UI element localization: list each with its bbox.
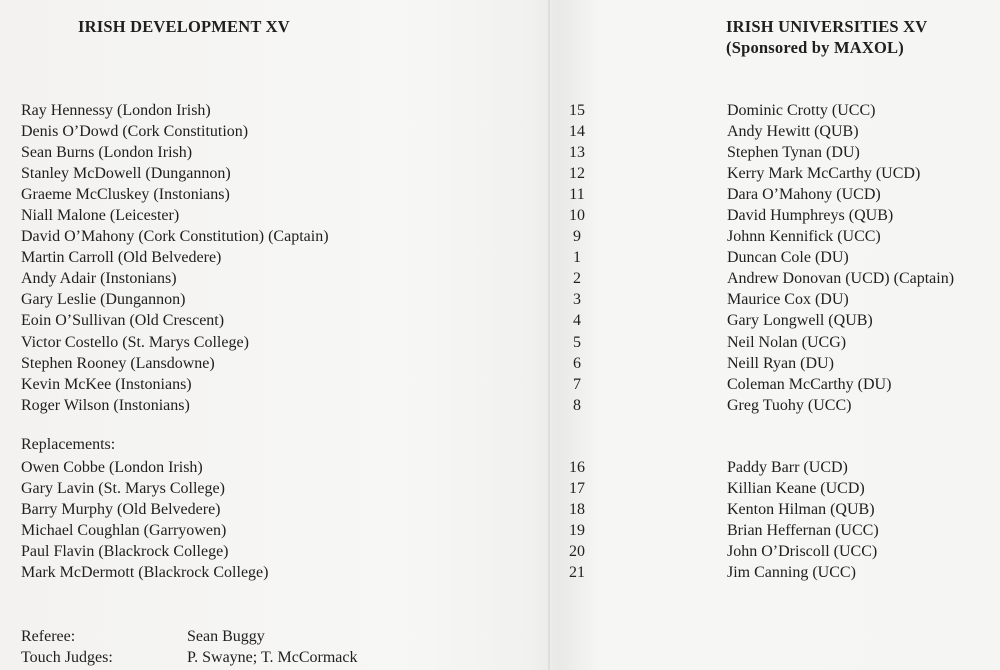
jersey-number: 13 <box>569 144 585 162</box>
right-team-title: IRISH UNIVERSITIES XV <box>726 17 928 36</box>
left-replacements-list <box>21 457 268 583</box>
left-player: David O’Mahony (Cork Constitution) (Captain) <box>21 228 329 246</box>
right-player: Dara O’Mahony (UCD) <box>727 186 881 204</box>
left-team-title: IRISH DEVELOPMENT XV <box>78 17 290 36</box>
right-starters-list <box>727 100 954 416</box>
left-player: Niall Malone (Leicester) <box>21 207 180 225</box>
jersey-number: 18 <box>569 501 585 519</box>
right-player: Coleman McCarthy (DU) <box>727 375 892 393</box>
jersey-number: 12 <box>569 165 585 183</box>
jersey-number: 2 <box>573 270 581 288</box>
left-starters-list <box>21 100 329 416</box>
jersey-number: 6 <box>573 354 581 372</box>
jersey-number: 10 <box>569 207 585 225</box>
left-player: Denis O’Dowd (Cork Constitution) <box>21 123 249 141</box>
right-player: Andy Hewitt (QUB) <box>727 123 859 141</box>
left-player: Roger Wilson (Instonians) <box>21 396 190 414</box>
jersey-number: 14 <box>569 123 585 141</box>
jersey-number: 1 <box>573 249 581 267</box>
right-replacement: Kenton Hilman (QUB) <box>727 501 875 519</box>
referee-label: Referee: <box>21 628 76 645</box>
replacements-label: Replacements: <box>21 436 116 453</box>
jersey-number: 7 <box>573 375 581 393</box>
right-player: Duncan Cole (DU) <box>727 249 849 267</box>
jersey-number: 9 <box>573 228 581 246</box>
right-player: Kerry Mark McCarthy (UCD) <box>727 165 921 183</box>
page-fold <box>548 0 550 670</box>
left-player: Graeme McCluskey (Instonians) <box>21 186 230 204</box>
right-replacement: John O’Driscoll (UCC) <box>727 543 878 561</box>
starter-numbers <box>563 100 591 416</box>
left-player: Andy Adair (Instonians) <box>21 270 177 288</box>
right-player: Neill Ryan (DU) <box>727 354 834 372</box>
left-replacement: Michael Coughlan (Garryowen) <box>21 522 227 540</box>
jersey-number: 16 <box>569 459 585 476</box>
right-player: Gary Longwell (QUB) <box>727 312 873 330</box>
jersey-number: 20 <box>569 543 585 561</box>
left-player: Martin Carroll (Old Belvedere) <box>21 249 222 267</box>
jersey-number: 21 <box>569 564 585 582</box>
right-replacement: Jim Canning (UCC) <box>727 564 856 582</box>
left-replacement: Mark McDermott (Blackrock College) <box>21 564 269 582</box>
left-player: Kevin McKee (Instonians) <box>21 375 192 393</box>
right-replacement: Killian Keane (UCD) <box>727 480 865 498</box>
right-player: David Humphreys (QUB) <box>727 207 894 225</box>
jersey-number: 17 <box>569 480 585 498</box>
left-player: Stephen Rooney (Lansdowne) <box>21 354 215 372</box>
right-player: Greg Tuohy (UCC) <box>727 396 852 414</box>
left-player: Eoin O’Sullivan (Old Crescent) <box>21 312 225 330</box>
left-replacement: Paul Flavin (Blackrock College) <box>21 543 229 561</box>
right-player: Johnn Kennifick (UCC) <box>727 228 881 246</box>
touch-judges-names: P. Swayne; T. McCormack <box>187 649 358 666</box>
jersey-number: 11 <box>569 186 585 204</box>
left-player: Victor Costello (St. Marys College) <box>21 333 249 351</box>
right-player: Neil Nolan (UCG) <box>727 333 847 351</box>
jersey-number: 19 <box>569 522 585 540</box>
right-player: Maurice Cox (DU) <box>727 291 849 309</box>
left-player: Ray Hennessy (London Irish) <box>21 102 211 119</box>
jersey-number: 3 <box>573 291 581 309</box>
right-player: Andrew Donovan (UCD) (Captain) <box>727 270 955 288</box>
jersey-number: 5 <box>573 333 581 351</box>
right-replacements-list <box>727 457 879 583</box>
left-replacement: Gary Lavin (St. Marys College) <box>21 480 225 498</box>
replacement-numbers <box>563 457 591 583</box>
right-team-sponsor: (Sponsored by MAXOL) <box>726 38 904 57</box>
referee-name: Sean Buggy <box>187 628 265 645</box>
right-player: Dominic Crotty (UCC) <box>727 102 876 119</box>
right-replacement: Paddy Barr (UCD) <box>727 459 848 476</box>
touch-judges-label: Touch Judges: <box>21 649 113 666</box>
jersey-number: 8 <box>573 396 581 414</box>
left-replacement: Owen Cobbe (London Irish) <box>21 459 203 476</box>
jersey-number: 15 <box>569 102 585 119</box>
right-replacement: Brian Heffernan (UCC) <box>727 522 879 540</box>
left-player: Stanley McDowell (Dungannon) <box>21 165 231 183</box>
right-player: Stephen Tynan (DU) <box>727 144 860 162</box>
left-player: Gary Leslie (Dungannon) <box>21 291 186 309</box>
jersey-number: 4 <box>573 312 581 330</box>
left-player: Sean Burns (London Irish) <box>21 144 193 162</box>
left-replacement: Barry Murphy (Old Belvedere) <box>21 501 221 519</box>
